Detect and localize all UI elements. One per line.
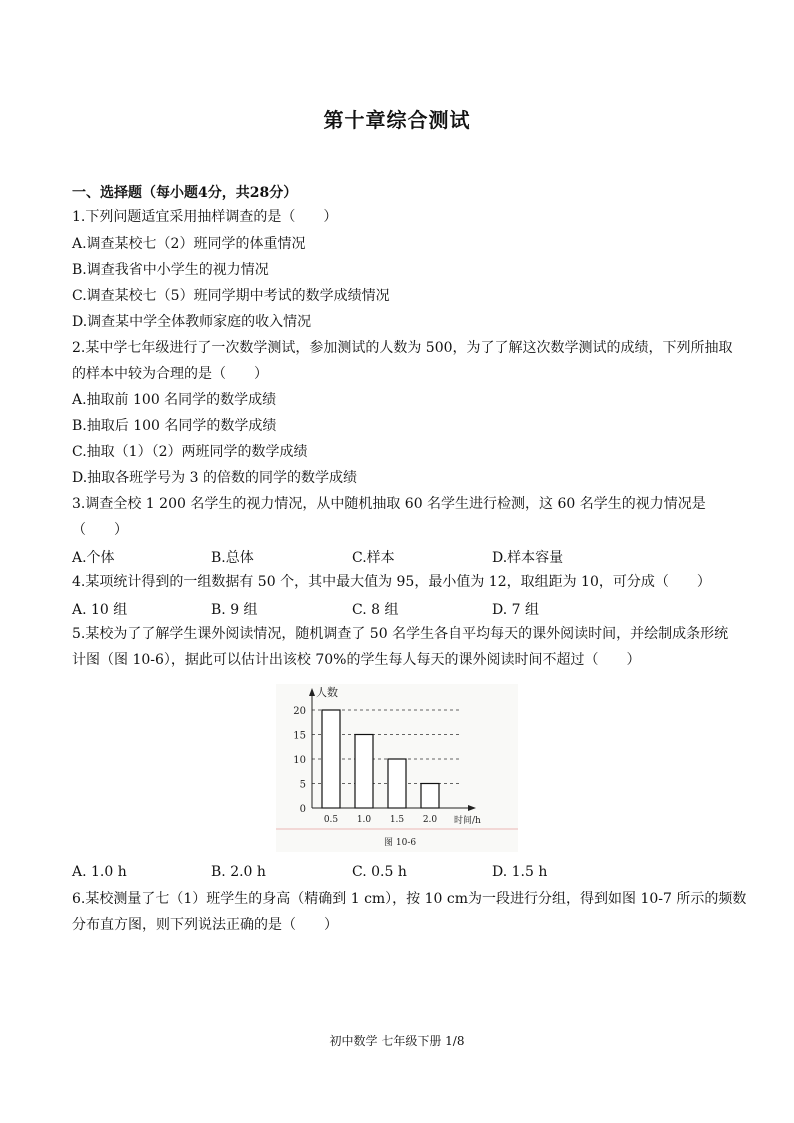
y-tick-label: 15 — [293, 730, 306, 742]
q3-option-a: A.个体 — [72, 550, 115, 566]
q4-option-a: A. 10 组 — [72, 602, 128, 618]
y-axis-label: 人数 — [316, 686, 338, 699]
page-footer: 初中数学 七年级下册 1/8 — [329, 1034, 465, 1048]
q5-options — [72, 864, 722, 882]
q2-option-b: B.抽取后 100 名同学的数学成绩 — [72, 418, 277, 434]
x-tick-label: 1.5 — [389, 815, 405, 825]
y-tick-label: 0 — [299, 804, 306, 815]
bar-1.0 — [355, 735, 373, 809]
y-tick-label: 10 — [293, 755, 306, 766]
q4-option-d: D. 7 组 — [492, 602, 539, 618]
q1-option-a: A.调查某校七（2）班同学的体重情况 — [72, 236, 306, 252]
q5-option-a: A. 1.0 h — [72, 864, 127, 880]
section-heading: 一、选择题（每小题4分，共28分） — [72, 185, 298, 201]
bar-2.0 — [421, 784, 439, 809]
q3-option-b: B.总体 — [211, 550, 254, 566]
q1-option-b: B.调查我省中小学生的视力情况 — [72, 262, 269, 278]
q3-option-d: D.样本容量 — [492, 550, 564, 566]
q5-stem-line2: 计图（图 10-6），据此可以估计出该校 70%的学生每人每天的课外阅读时间不超过（ ） — [72, 652, 641, 668]
y-tick-label: 20 — [293, 706, 306, 717]
figure-10-6 — [276, 684, 518, 852]
q1-option-c: C.调查某校七（5）班同学期中考试的数学成绩情况 — [72, 288, 390, 304]
q2-option-d: D.抽取各班学号为 3 的倍数的同学的数学成绩 — [72, 470, 357, 486]
q2-stem-line1: 2.某中学七年级进行了一次数学测试，参加测试的人数为 500，为了了解这次数学测试的成绩，下列所抽取 — [72, 340, 733, 356]
q2-stem-line2: 的样本中较为合理的是（ ） — [72, 366, 268, 382]
q1-stem: 1.下列问题适宜采用抽样调查的是（ ） — [72, 209, 338, 225]
x-tick-label: 2.0 — [422, 815, 438, 825]
bar-0.5 — [322, 710, 340, 808]
q3-stem-line1: 3.调查全校 1 200 名学生的视力情况，从中随机抽取 60 名学生进行检测，这 60 名学生的视力情况是 — [72, 496, 706, 512]
q5-option-c: C. 0.5 h — [352, 864, 407, 880]
x-tick-label: 1.0 — [356, 815, 372, 825]
q5-option-d: D. 1.5 h — [492, 864, 548, 880]
q4-options — [72, 599, 722, 617]
page-title: 第十章综合测试 — [323, 108, 471, 132]
q1-option-d: D.调查某中学全体教师家庭的收入情况 — [72, 314, 312, 330]
y-tick-label: 5 — [299, 779, 306, 791]
q2-option-a: A.抽取前 100 名同学的数学成绩 — [72, 392, 277, 408]
q2-option-c: C.抽取（1）（2）两班同学的数学成绩 — [72, 444, 308, 460]
q4-option-b: B. 9 组 — [211, 602, 258, 618]
q3-options — [72, 547, 722, 565]
q6-stem-line2: 分布直方图，则下列说法正确的是（ ） — [72, 917, 338, 933]
q5-stem-line1: 5.某校为了了解学生课外阅读情况，随机调查了 50 名学生各自平均每天的课外阅读时间，并绘制成条形统 — [72, 626, 729, 642]
q5-option-b: B. 2.0 h — [211, 864, 266, 880]
q6-stem-line1: 6.某校测量了七（1）班学生的身高（精确到 1 cm），按 10 cm为一段进行分组，得到如图 10-7 所示的频数 — [72, 891, 747, 907]
q3-stem-line2: （ ） — [72, 522, 128, 538]
x-tick-label: 0.5 — [323, 815, 339, 825]
x-axis-label: 时间/h — [454, 816, 481, 826]
q4-stem: 4.某项统计得到的一组数据有 50 个，其中最大值为 95，最小值为 12，取组距为 10，可分成（ ） — [72, 574, 711, 590]
q3-option-c: C.样本 — [352, 550, 395, 566]
q4-option-c: C. 8 组 — [352, 602, 399, 618]
figure-caption: 图 10-6 — [384, 838, 417, 848]
bar-1.5 — [388, 759, 406, 808]
bar-chart — [276, 684, 518, 852]
